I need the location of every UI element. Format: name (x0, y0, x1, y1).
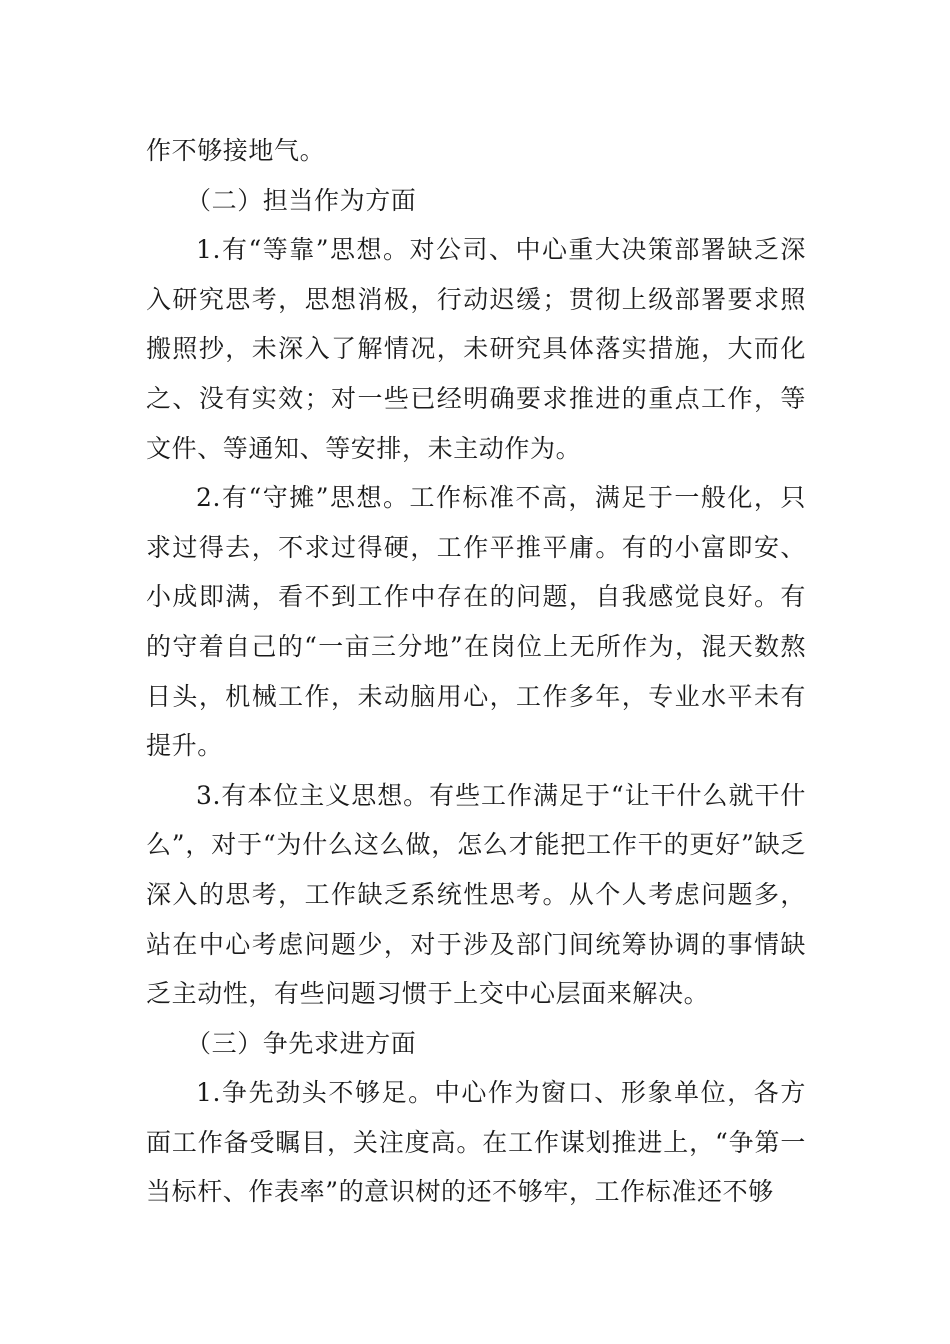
paragraph-item-1: 1.有“等靠”思想。对公司、中心重大决策部署缺乏深入研究思考，思想消极，行动迟缓；贯彻上级部署要求照搬照抄，未深入了解情况，未研究具体落实措施，大而化之、没有实效；对一些已经明确要求推进的重点工作，等文件、等通知、等安排，未主动作为。 (146, 235, 806, 463)
document-body (146, 126, 806, 1217)
paragraph-item-3: 3.有本位主义思想。有些工作满足于“让干什么就干什么”，对于“为什么这么做，怎么才能把工作干的更好”缺乏深入的思考，工作缺乏系统性思考。从个人考虑问题多，站在中心考虑问题少，对于涉及部门间统筹协调的事情缺乏主动性，有些问题习惯于上交中心层面来解决。 (146, 780, 806, 1009)
section-heading-2: （二）担当作为方面 (186, 185, 417, 215)
paragraph-continuation: 作不够接地气。 (146, 136, 326, 165)
section-heading-3: （三）争先求进方面 (186, 1028, 417, 1058)
paragraph-item-4: 1.争先劲头不够足。中心作为窗口、形象单位，各方面工作备受瞩目，关注度高。在工作谋划推进上，“争第一当标杆、作表率”的意识树的还不够牢，工作标准还不够 (146, 1078, 806, 1207)
paragraph-item-2: 2.有“守摊”思想。工作标准不高，满足于一般化，只求过得去，不求过得硬，工作平推平庸。有的小富即安、小成即满，看不到工作中存在的问题，自我感觉良好。有的守着自己的“一亩三分地”在岗位上无所作为，混天数熬日头，机械工作，未动脑用心，工作多年，专业水平未有提升。 (146, 483, 806, 761)
